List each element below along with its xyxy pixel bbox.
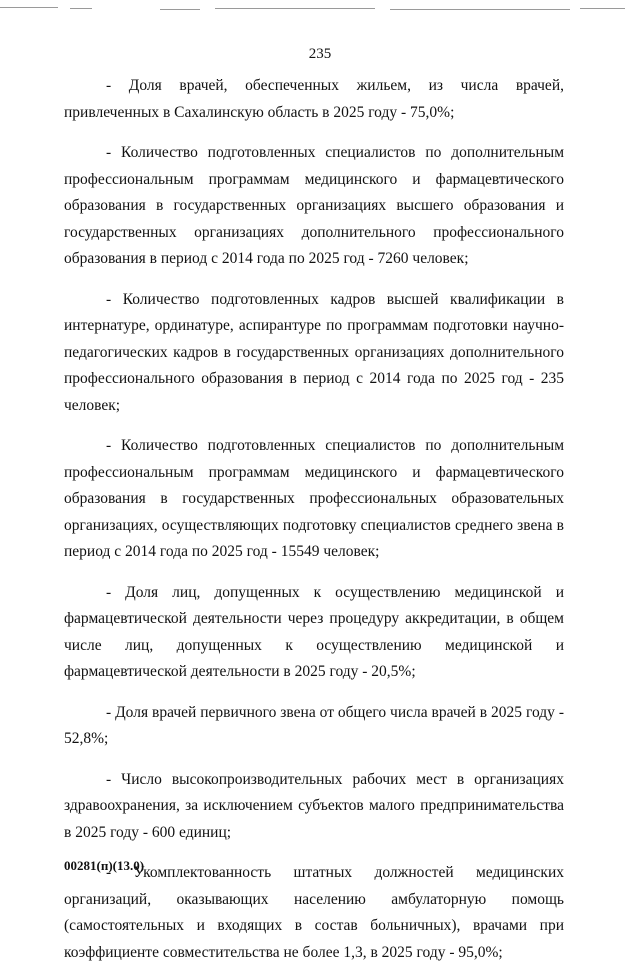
paragraph-high-productivity-jobs: - Число высокопроизводительных рабочих мест в организациях здравоохранения, за исключением субъектов малого предпринимательства в 2025 году - 600 единиц; (64, 770, 564, 841)
document-body (64, 73, 564, 980)
paragraph-mid-level-specialists: - Количество подготовленных специалистов по дополнительным профессиональным программам медицинского и фармацевтического образования в государственных профессиональных образовательных организациях, осуществляющих подготовку специалистов среднего звена в период с 2014 года по 2025 год - 15549 человек; (64, 437, 564, 560)
scan-edge-artifact (0, 0, 640, 14)
paragraph-primary-care-doctors: - Доля врачей первичного звена от общего числа врачей в 2025 году - 52,8%; (64, 703, 564, 747)
paragraph-specialists-higher-education: - Количество подготовленных специалистов по дополнительным профессиональным программам медицинского и фармацевтического образования в государственных организациях высшего образования и государственных организациях дополнительного профессионального образования в период с 2014 года по 2025 год - 7260 человек; (64, 144, 564, 267)
paragraph-highly-qualified-personnel: - Количество подготовленных кадров высшей квалификации в интернатуре, ординатуре, аспирантуре по программам подготовки научно-педагогических кадров в государственных организациях дополнительного профессионального образования в период с 2014 года по 2025 год - 235 человек; (64, 290, 564, 414)
document-code: 00281(п)(13.0) (64, 858, 145, 873)
paragraph-staffing-outpatient: - Укомплектованность штатных должностей медицинских организаций, оказывающих населению амбулаторную помощь (самостоятельных и входящих в состав больничных), врачами при коэффициенте совместительства не более 1,3, в 2025 году - 95,0%; (64, 864, 564, 961)
paragraph-doctors-housing: - Доля врачей, обеспеченных жильем, из числа врачей, привлеченных в Сахалинскую область в 2025 году - 75,0%; (64, 77, 564, 121)
paragraph-accreditation-share: - Доля лиц, допущенных к осуществлению медицинской и фармацевтической деятельности через процедуру аккредитации, в общем числе лиц, допущенных к осуществлению медицинской и фармацевтической деятельности в 2025 году - 20,5%; (64, 583, 564, 680)
page-number: 235 (308, 46, 332, 62)
